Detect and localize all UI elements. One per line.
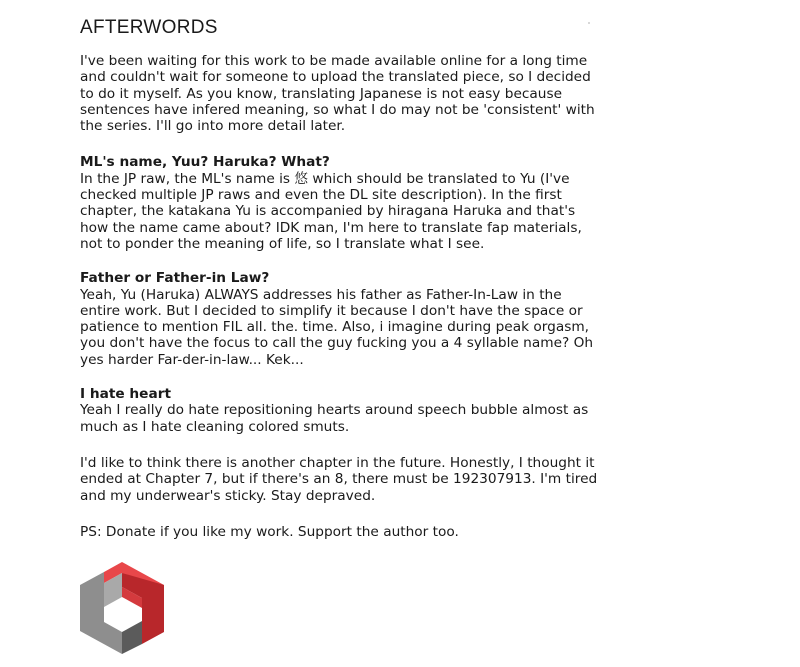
section-body: In the JP raw, the ML's name is 悠 which should be translated to Yu (I've checked multiple JP raws and even the DL site description). In the first chapter, the katakana Yu is accompanied by hiragana Haruka and that's how the name came about? IDK man, I'm here to translate fap materials, not to ponder the meaning of life, so I translate what I see.	[80, 170, 582, 252]
section-ml-name	[80, 154, 600, 252]
section-heading: Father or Father-in Law?	[80, 270, 270, 287]
section-body: Yeah, Yu (Haruka) ALWAYS addresses his father as Father-In-Law in the entire work. But I decided to simplify it because I don't have the space or patience to mention FIL all. the. time. Also, i imagine during peak orgasm, you don't have the focus to call the guy fucking you a 4 syllable name? Oh yes harder Far-der-in-law... Kek...	[80, 286, 594, 368]
afterwords-page	[80, 18, 600, 560]
section-heading: ML's name, Yuu? Haruka? What?	[80, 154, 330, 171]
section-father	[80, 270, 600, 368]
ps-paragraph: PS: Donate if you like my work. Support the author too.	[80, 523, 459, 540]
section-heading: I hate heart	[80, 386, 171, 403]
page-title: AFTERWORDS	[80, 17, 218, 38]
hexagon-logo-icon	[80, 562, 164, 654]
intro-paragraph: I've been waiting for this work to be made available online for a long time and couldn't wait for someone to upload the translated piece, so I decided to do it myself. As you know, translating Japanese is not easy because sentences have infered meaning, so what I do may not be 'consistent' with the series. I'll go into more detail later.	[80, 53, 595, 135]
scan-speck	[588, 22, 590, 24]
section-heart	[80, 386, 600, 435]
section-body: Yeah I really do hate repositioning hearts around speech bubble almost as much as I hate cleaning colored smuts.	[80, 402, 589, 435]
closing-paragraph: I'd like to think there is another chapter in the future. Honestly, I thought it ended at Chapter 7, but if there's an 8, there must be 192307913. I'm tired and my underwear's sticky. Stay depraved.	[80, 454, 598, 504]
